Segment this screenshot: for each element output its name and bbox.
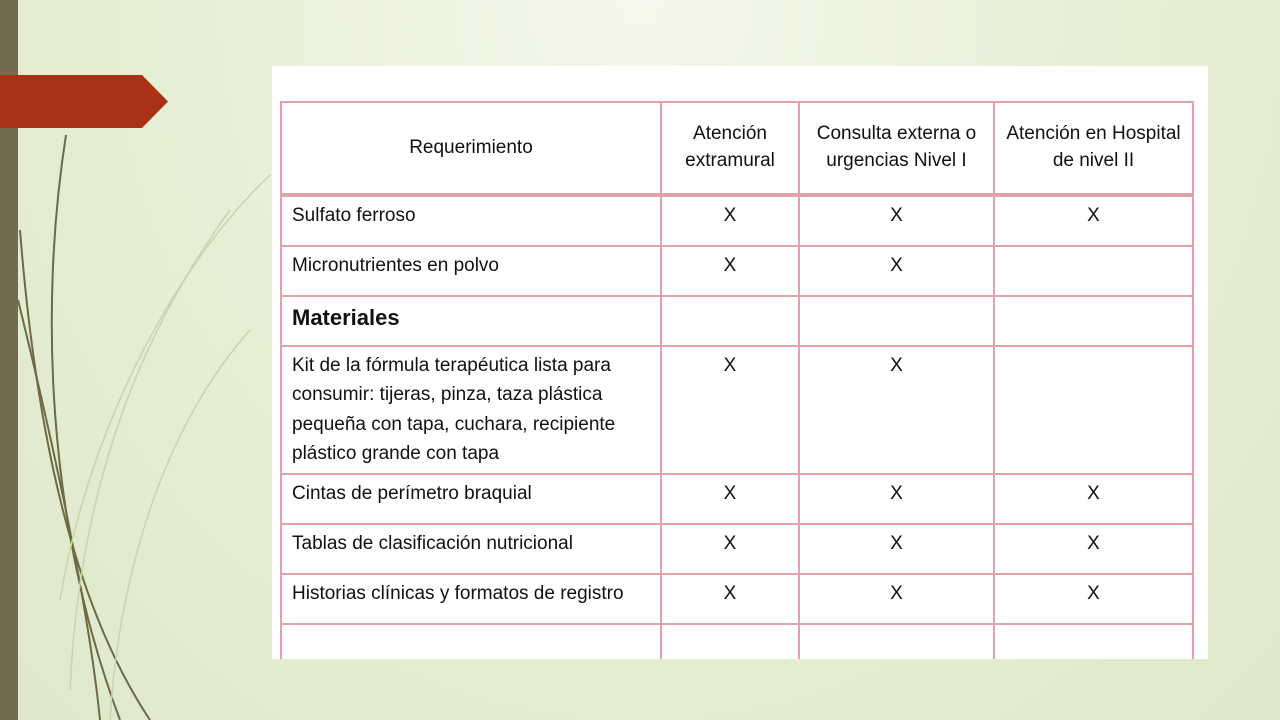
section-label: Materiales [281,296,661,346]
table-row-cutoff [281,624,1193,659]
requirements-table [280,101,1194,659]
table-row [281,195,1193,246]
table-header-row [281,102,1193,195]
column-header: Requerimiento [281,102,661,195]
table-row [281,346,1193,474]
table-cell: X [799,524,994,574]
table-cell [661,624,799,659]
table-cell [994,296,1193,346]
row-label: Historias clínicas y formatos de registro [281,574,661,624]
column-header: Atención en Hospital de nivel II [994,102,1193,195]
table-row [281,574,1193,624]
table-cell: X [661,346,799,474]
table-cell: X [799,346,994,474]
table-cell: X [799,246,994,296]
table-section-row [281,296,1193,346]
table-cell [994,624,1193,659]
table-row [281,524,1193,574]
table-cell: X [799,474,994,524]
row-label: Tablas de clasificación nutricional [281,524,661,574]
table-cell [799,296,994,346]
table-cell: X [661,195,799,246]
table-cell [799,624,994,659]
table-cell: X [661,474,799,524]
row-label: Sulfato ferroso [281,195,661,246]
requirements-table-panel [272,66,1208,659]
table-cell: X [661,246,799,296]
row-label: Micronutrientes en polvo [281,246,661,296]
table-cell [994,246,1193,296]
table-cell: X [994,474,1193,524]
row-label: Cintas de perímetro braquial [281,474,661,524]
table-row [281,246,1193,296]
column-header: Atención extramural [661,102,799,195]
table-cell: X [994,574,1193,624]
table-cell: X [994,195,1193,246]
table-cell: X [661,574,799,624]
table-cell: X [799,195,994,246]
row-label: Kit de la fórmula terapéutica lista para consumir: tijeras, pinza, taza plástica pequeña con tapa, cuchara, recipiente plástico grande con tapa [281,346,661,474]
table-cell: X [799,574,994,624]
table-cell [281,624,661,659]
table-row [281,474,1193,524]
table-cell: X [661,524,799,574]
table-cell: X [994,524,1193,574]
table-cell [994,346,1193,474]
table-cell [661,296,799,346]
column-header: Consulta externa o urgencias Nivel I [799,102,994,195]
